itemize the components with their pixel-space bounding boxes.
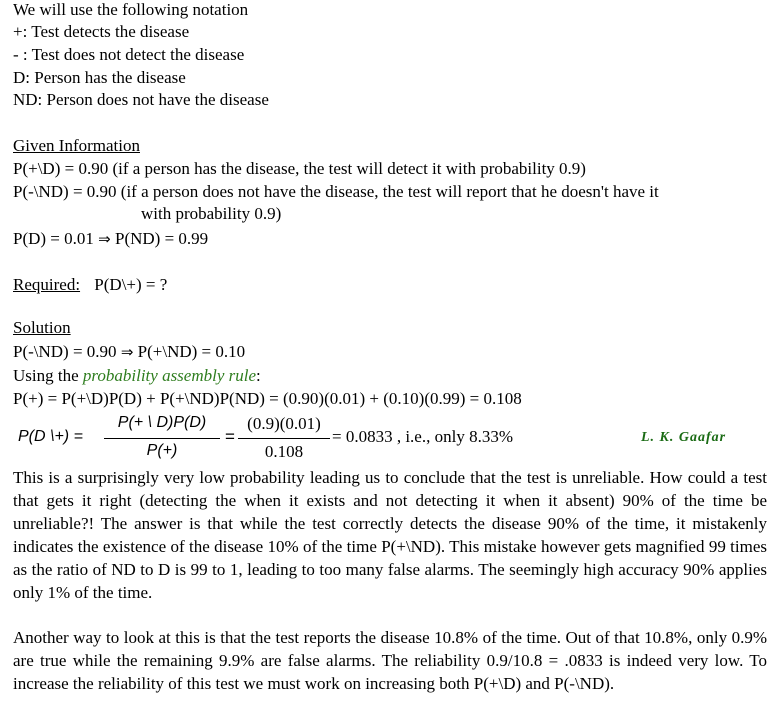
implies-arrow-icon: ⇒	[120, 343, 134, 361]
fraction-denominator: P(+)	[146, 442, 178, 459]
given-line-2: P(-\ND) = 0.90 (if a person does not have the disease, the test will report that he doesn't have it	[13, 182, 659, 201]
fraction-numerator: (0.9)(0.01)	[247, 414, 321, 433]
equation-lhs: P(D \+) =	[18, 428, 83, 445]
given-prior-no-disease: P(ND) = 0.99	[114, 229, 209, 248]
given-line-3	[13, 229, 208, 249]
solution-line-3: P(+) = P(+\D)P(D) + P(+\ND)P(ND) = (0.90)(0.01) + (0.10)(0.99) = 0.108	[13, 389, 522, 408]
solution-specificity: P(-\ND) = 0.90	[13, 342, 117, 361]
solution-line-1	[13, 342, 245, 362]
implies-arrow-icon: ⇒	[98, 230, 111, 248]
equation-result: = 0.0833 , i.e., only 8.33%	[332, 427, 513, 446]
fraction-numerator: P(+ \ D)P(D)	[117, 414, 207, 431]
given-line-2-continued: with probability 0.9)	[141, 204, 282, 223]
notation-item: - : Test does not detect the disease	[13, 45, 245, 64]
notation-item: ND: Person does not have the disease	[13, 90, 269, 109]
fraction-bar	[104, 438, 220, 439]
given-heading: Given Information	[13, 136, 140, 155]
solution-false-positive: P(+\ND) = 0.10	[137, 342, 246, 361]
equation-equals: =	[225, 427, 235, 446]
given-line-1: P(+\D) = 0.90 (if a person has the disease, the test will detect it with probability 0.9)	[13, 159, 586, 178]
required-value: P(D\+) = ?	[94, 275, 168, 294]
fraction-bar	[238, 438, 330, 439]
solution-heading: Solution	[13, 318, 71, 337]
fraction-denominator: 0.108	[264, 442, 304, 461]
solution-colon: :	[256, 366, 261, 385]
author-signature: L. K. Gaafar	[641, 430, 727, 445]
solution-line-2	[13, 366, 261, 386]
fraction-numeric	[238, 414, 330, 464]
required-line	[13, 275, 167, 295]
probability-assembly-rule: probability assembly rule	[82, 366, 257, 385]
notation-item: D: Person has the disease	[13, 68, 186, 87]
solution-using-text: Using the	[13, 366, 79, 385]
notation-item: +: Test detects the disease	[13, 22, 190, 41]
fraction-bayes	[104, 414, 220, 464]
required-label: Required:	[13, 275, 81, 294]
given-prior-disease: P(D) = 0.01	[13, 229, 94, 248]
explanation-paragraph-2: Another way to look at this is that the test reports the disease 10.8% of the time. Out of that 10.8%, only 0.9% are true while the remaining 9.9% are false alarms. The reliability 0.9/10.8 = .0833 is indeed very low. To increase the reliability of this test we must work on increasing both P(+\D) and P(-\ND).	[13, 628, 767, 693]
notation-heading: We will use the following notation	[13, 0, 249, 19]
explanation-paragraph-1: This is a surprisingly very low probability leading us to conclude that the test is unreliable. How could a test that gets it right (detecting the when it exists and not detecting it when it absent) 90% of the time be unreliable?! The answer is that while the test correctly detects the disease 90% of the time, it mistakenly indicates the existence of the disease 10% of the time P(+\ND). This mistake however gets magnified 99 times as the ratio of ND to D is 99 to 1, leading to too many false alarms. The seemingly high accuracy 90% applies only 1% of the time.	[13, 468, 767, 602]
